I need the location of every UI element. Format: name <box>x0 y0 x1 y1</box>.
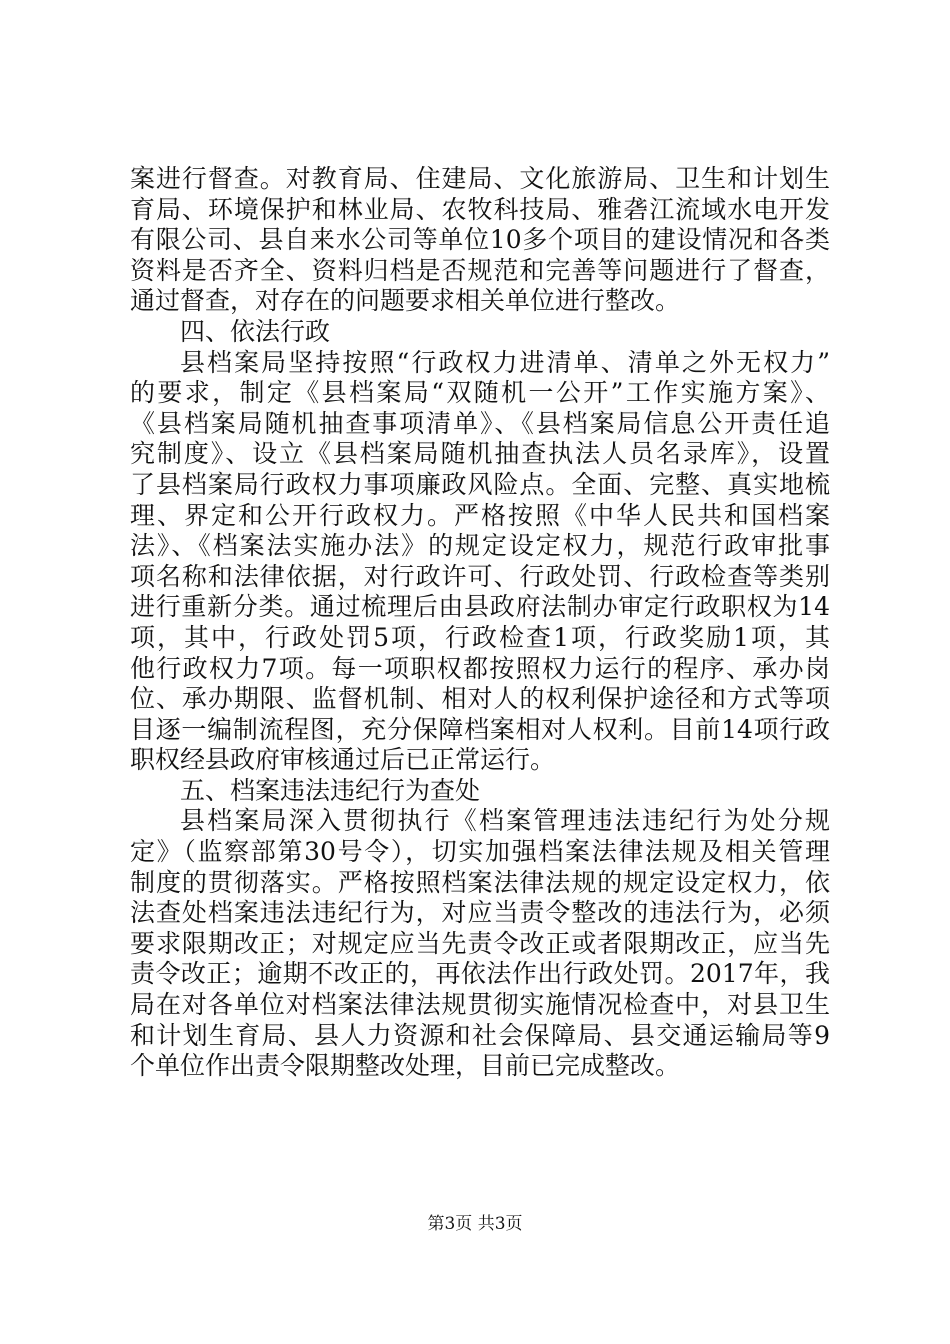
paragraph-line: 育局、环境保护和林业局、农牧科技局、雅砻江流域水电开发 <box>130 194 830 224</box>
paragraph-line: 资料是否齐全、资料归档是否规范和完善等问题进行了督查， <box>130 255 830 285</box>
paragraph-line: 究制度》、设立《县档案局随机抽查执法人员名录库》，设置 <box>130 439 830 469</box>
paragraph-line: 县档案局深入贯彻执行《档案管理违法违纪行为处分规 <box>180 806 830 836</box>
paragraph-line: 局在对各单位对档案法律法规贯彻实施情况检查中，对县卫生 <box>130 990 830 1020</box>
paragraph-line: 理、界定和公开行政权力。严格按照《中华人民共和国档案 <box>130 500 830 530</box>
paragraph-line: 法查处档案违法违纪行为，对应当责令整改的违法行为，必须 <box>130 898 830 928</box>
paragraph-line: 和计划生育局、县人力资源和社会保障局、县交通运输局等9 <box>130 1020 830 1050</box>
section-heading: 四、依法行政 <box>180 316 331 346</box>
paragraph-line: 责令改正；逾期不改正的，再依法作出行政处罚。2017年，我 <box>130 959 830 989</box>
paragraph-line: 个单位作出责令限期整改处理，目前已完成整改。 <box>130 1051 681 1081</box>
paragraph-line: 要求限期改正；对规定应当先责令改正或者限期改正，应当先 <box>130 928 830 958</box>
paragraph-line: 法》、《档案法实施办法》的规定设定权力，规范行政审批事 <box>130 531 830 561</box>
paragraph-line: 职权经县政府审核通过后已正常运行。 <box>130 745 556 775</box>
section-heading: 五、档案违法违纪行为查处 <box>180 775 481 805</box>
page-number-footer: 第3页 共3页 <box>427 1214 523 1234</box>
paragraph-line: 县档案局坚持按照“行政权力进清单、清单之外无权力” <box>180 347 830 377</box>
paragraph-line: 制度的贯彻落实。严格按照档案法律法规的规定设定权力，依 <box>130 867 830 897</box>
paragraph-line: 通过督查，对存在的问题要求相关单位进行整改。 <box>130 286 681 316</box>
paragraph-line: 位、承办期限、监督机制、相对人的权利保护途径和方式等项 <box>130 684 830 714</box>
paragraph-line: 他行政权力7项。每一项职权都按照权力运行的程序、承办岗 <box>130 653 830 683</box>
paragraph-line: 目逐一编制流程图，充分保障档案相对人权利。目前14项行政 <box>130 714 830 744</box>
document-body <box>130 164 830 1082</box>
paragraph-line: 《县档案局随机抽查事项清单》、《县档案局信息公开责任追 <box>130 408 830 438</box>
paragraph-line: 进行重新分类。通过梳理后由县政府法制办审定行政职权为14 <box>130 592 830 622</box>
paragraph-line: 定》（监察部第30号令），切实加强档案法律法规及相关管理 <box>130 837 830 867</box>
paragraph-line: 案进行督查。对教育局、住建局、文化旅游局、卫生和计划生 <box>130 164 830 193</box>
paragraph-line: 有限公司、县自来水公司等单位10多个项目的建设情况和各类 <box>130 225 830 255</box>
paragraph-line: 项，其中，行政处罚5项，行政检查1项，行政奖励1项，其 <box>130 622 830 652</box>
paragraph-line: 的要求，制定《县档案局“双随机一公开”工作实施方案》、 <box>130 378 830 408</box>
paragraph-line: 了县档案局行政权力事项廉政风险点。全面、完整、真实地梳 <box>130 469 830 499</box>
paragraph-line: 项名称和法律依据，对行政许可、行政处罚、行政检查等类别 <box>130 561 830 591</box>
